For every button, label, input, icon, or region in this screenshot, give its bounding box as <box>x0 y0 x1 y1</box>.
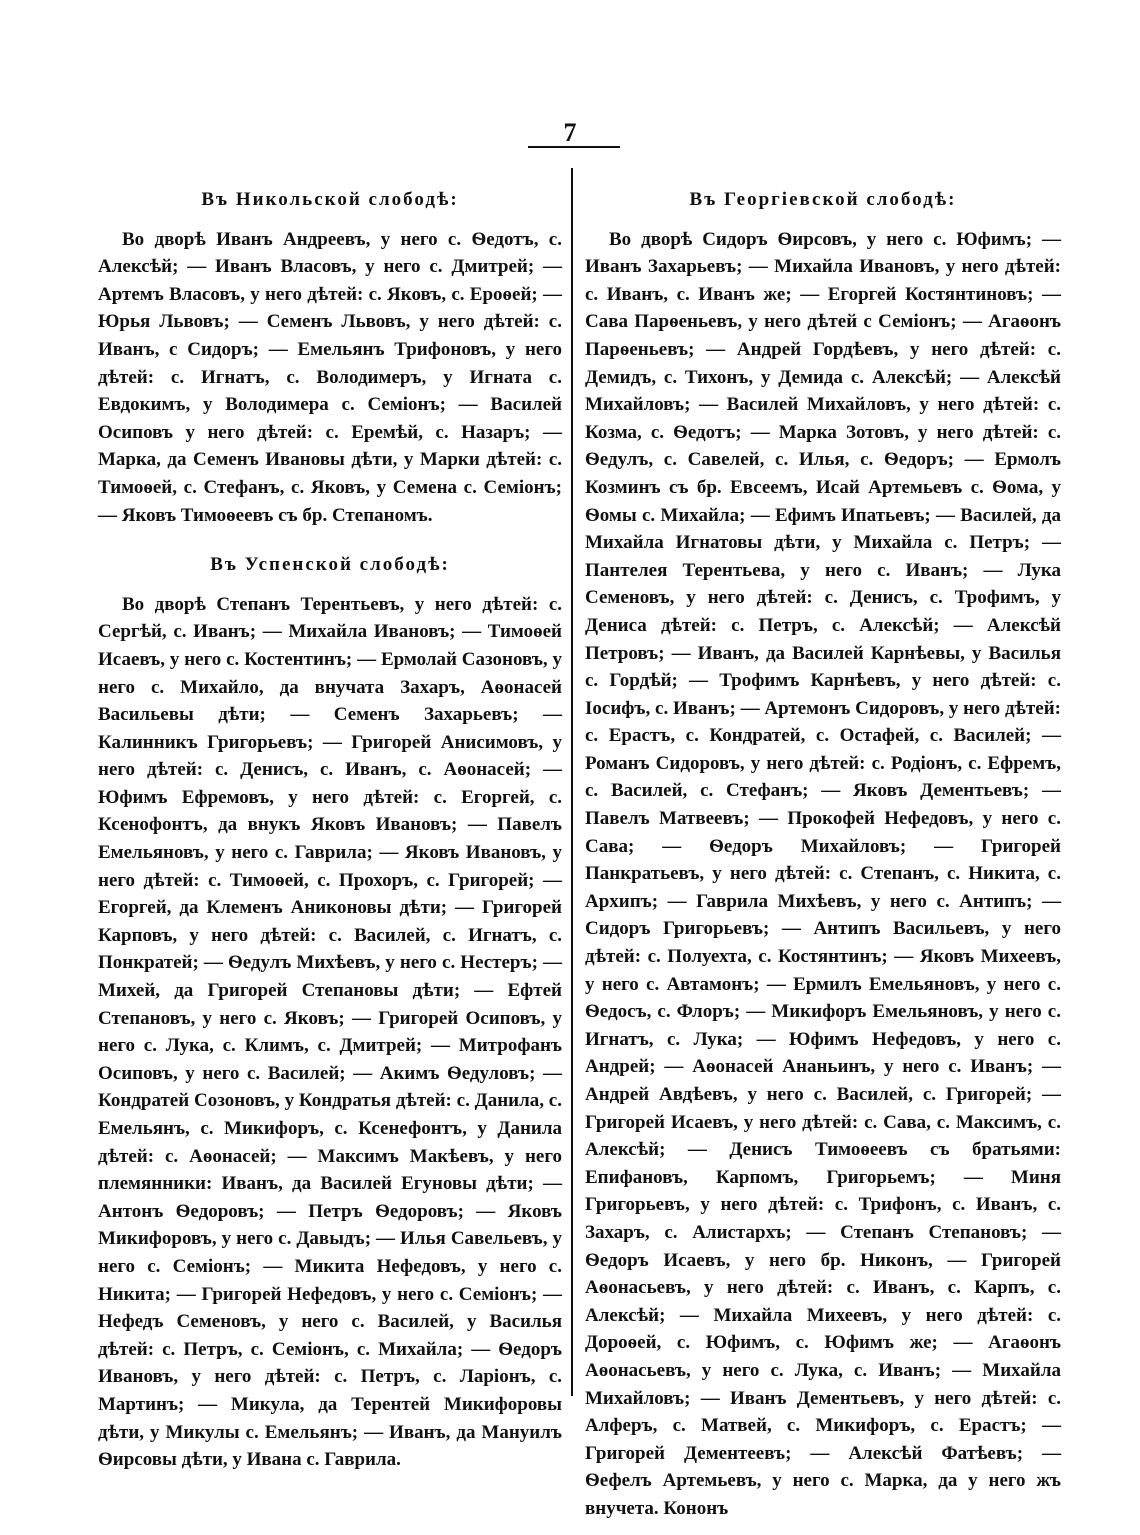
section-uspenskaya-heading: Въ Успенской слободѣ: <box>210 554 450 576</box>
section-georgievskaya-text: Во дворѣ Сидоръ Ѳирсовъ, у него с. Юфимъ; —Иванъ Захарьевъ; — Михайла Ивановъ, у него дѣтей: с. Иванъ, с. Иванъ же; — Егоргей Костянтиновъ; — Сава Парѳеньевъ, у него дѣтей с Семіонъ; — Агаѳонъ Парѳеньевъ; — Андрей Гордѣевъ, у него дѣтей: с. Демидъ, с. Тихонъ, у Демида с. Алексѣй; — Алексѣй Михайловъ; — Василей Михайловъ, у него дѣтей: с. Козма, с. Ѳедотъ; — Марка Зотовъ, у него дѣтей: с. Ѳедулъ, с. Савелей, с. Илья, с. Ѳедоръ; — Ермолъ Козминъ съ бр. Евсеемъ, Исай Артемьевъ с. Ѳома, у Ѳомы с. Михайла; — Ефимъ Ипатьевъ; — Василей, да Михайла Игнатовы дѣти, у Михайла с. Петръ; — Пантелея Терентьева, у него с. Иванъ; — Лука Семеновъ, у него дѣтей: с. Денисъ, с. Трофимъ, у Дениса дѣтей: с. Петръ, с. Алексѣй; — Алексѣй Петровъ; — Иванъ, да Василей Карнѣевы, у Василья с. Гордѣй; — Трофимъ Карнѣевъ, у него дѣтей: с. Іосифъ, с. Иванъ; — Артемонъ Сидоровъ, у него дѣтей: с. Ерастъ, с. Кондратей, с. Остафей, с. Василей; — Романъ Сидоровъ, у него дѣтей: с. Родіонъ, с. Ефремъ, с. Василей, с. Стефанъ; — Яковъ Дементьевъ; — Павелъ Матвеевъ; — Прокофей Нефедовъ, у него с. Сава; — Ѳедоръ Михайловъ; — Григорей Панкратьевъ, у него дѣтей: с. Степанъ, с. Никита, с. Архипъ; — Гаврила Михѣевъ, у него с. Антипъ; — Сидоръ Григорьевъ; — Антипъ Васильевъ, у него дѣтей: с. Полуехта, с. Костянтинъ; — Яковъ Михеевъ, у него с. Автамонъ; — Ермилъ Емельяновъ, у него с. Ѳедосъ, с. Флоръ; — Микифоръ Емельяновъ, у него с. Игнатъ, с. Лука; — Юфимъ Нефедовъ, у него с. Андрей; — Аѳонасей Ананьинъ, у него с. Иванъ; — Андрей Авдѣевъ, у него с. Василей, с. Григорей; — Григорей Исаевъ, у него дѣтей: с. Сава, с. Максимъ, с. Алексѣй; — Денисъ Тимоѳеевъ съ братьями: Епифановъ, Карпомъ, Григорьемъ; — Миня Григорьевъ, у него дѣтей: с. Трифонъ, с. Иванъ, с. Захаръ, с. Алистархъ; — Степанъ Степановъ; — Ѳедоръ Исаевъ, у него бр. Никонъ, — Григорей Аѳонасьевъ, у него дѣтей: с. Иванъ, с. Карпъ, с. Алексѣй; — Михайла Михеевъ, у него дѣтей: с. Дороѳей, с. Юфимъ, с. Юфимъ же; — Агаѳонъ Аѳонасьевъ, у него с. Лука, с. Иванъ; — Михайла Михайловъ; — Иванъ Дементьевъ, у него дѣтей: с. Алферъ, с. Матвей, с. Микифоръ, с. Ерастъ; — Григорей Дементеевъ; — Алексѣй Фатѣевъ; — Ѳефелъ Артемьевъ, у него с. Марка, да у него жъ внучета. Кононъ <box>585 228 1061 1519</box>
page-number: 7 <box>563 118 577 147</box>
page-number-rule <box>528 146 620 148</box>
section-spacer <box>98 541 562 551</box>
section-nikolskaya-text: Во дворѣ Иванъ Андреевъ, у него с. Ѳедотъ, с. Алексѣй; — Иванъ Власовъ, у него с. Дмитрей; — Артемъ Власовъ, у него дѣтей: с. Яковъ, с. Ероѳей; — Юрья Львовъ; — Семенъ Львовъ, у него дѣтей: с. Иванъ, с Сидоръ; — Емельянъ Трифоновъ, у него дѣтей: с. Игнатъ, с. Володимеръ, у Игната с. Евдокимъ, у Володимера с. Семіонъ; — Василей Осиповъ у него дѣтей: с. Еремѣй, с. Назаръ; — Марка, да Семенъ Ивановы дѣти, у Марки дѣтей: с. Тимоѳей, с. Стефанъ, с. Яковъ, у Семена с. Семіонъ; — Яковъ Тимоѳеевъ съ бр. Степаномъ. <box>98 228 562 526</box>
section-uspenskaya-text: Во дворѣ Степанъ Терентьевъ, у него дѣтей: с. Сергѣй, с. Иванъ; — Михайла Ивановъ; — Тимоѳей Исаевъ, у него с. Костентинъ; — Ермолай Сазоновъ, у него с. Михайло, да внучата Захаръ, Аѳонасей Васильевы дѣти; — Семенъ Захарьевъ; — Калинникъ Григорьевъ; — Григорей Анисимовъ, у него дѣтей: с. Денисъ, с. Иванъ, с. Аѳонасей; — Юфимъ Ефремовъ, у него дѣтей: с. Егоргей, с. Ксенофонтъ, да внукъ Яковъ Ивановъ; — Павелъ Емельяновъ, у него с. Гаврила; — Яковъ Ивановъ, у него дѣтей: с. Тимоѳей, с. Прохоръ, с. Григорей; — Егоргей, да Клеменъ Аниконовы дѣти; — Григорей Карповъ, у него дѣтей: с. Василей, с. Игнатъ, с. Понкратей; — Ѳедулъ Михѣевъ, у него с. Нестеръ; — Михей, да Григорей Степановы дѣти; — Ефтей Степановъ, у него с. Яковъ; — Григорей Осиповъ, у него с. Лука, с. Климъ, с. Дмитрей; — Митрофанъ Осиповъ, у него с. Василей; — Акимъ Ѳедуловъ; — Кондратей Созоновъ, у Кондратья дѣтей: с. Данила, с. Емельянъ, с. Микифоръ, с. Ксенефонтъ, у Данила дѣтей: с. Аѳонасей; — Максимъ Макѣевъ, у него племянники: Иванъ, да Василей Егуновы дѣти; — Антонъ Ѳедоровъ; — Петръ Ѳедоровъ; — Яковъ Микифоровъ, у него с. Давыдъ; — Илья Савельевъ, у него с. Семіонъ; — Микита Нефедовъ, у него с. Никита; — Григорей Нефедовъ, у него с. Семіонъ; — Нефедъ Семеновъ, у него с. Василей, у Василья дѣтей: с. Петръ, с. Семіонъ, с. Михайла; — Ѳедоръ Ивановъ, у него дѣтей: с. Петръ, с. Ларіонъ, с. Мартинъ; — Микула, да Терентей Микифоровы дѣти, у Микулы с. Емельянъ; — Иванъ, да Мануилъ Ѳирсовы дѣти, у Ивана с. Гаврила. <box>98 593 562 1471</box>
column-divider <box>571 168 573 1396</box>
right-column <box>585 186 1061 1535</box>
section-nikolskaya-heading: Въ Никольской слободѣ: <box>201 189 459 210</box>
section-georgievskaya-heading: Въ Георгіевской слободѣ: <box>689 189 957 210</box>
left-column <box>98 186 562 1486</box>
